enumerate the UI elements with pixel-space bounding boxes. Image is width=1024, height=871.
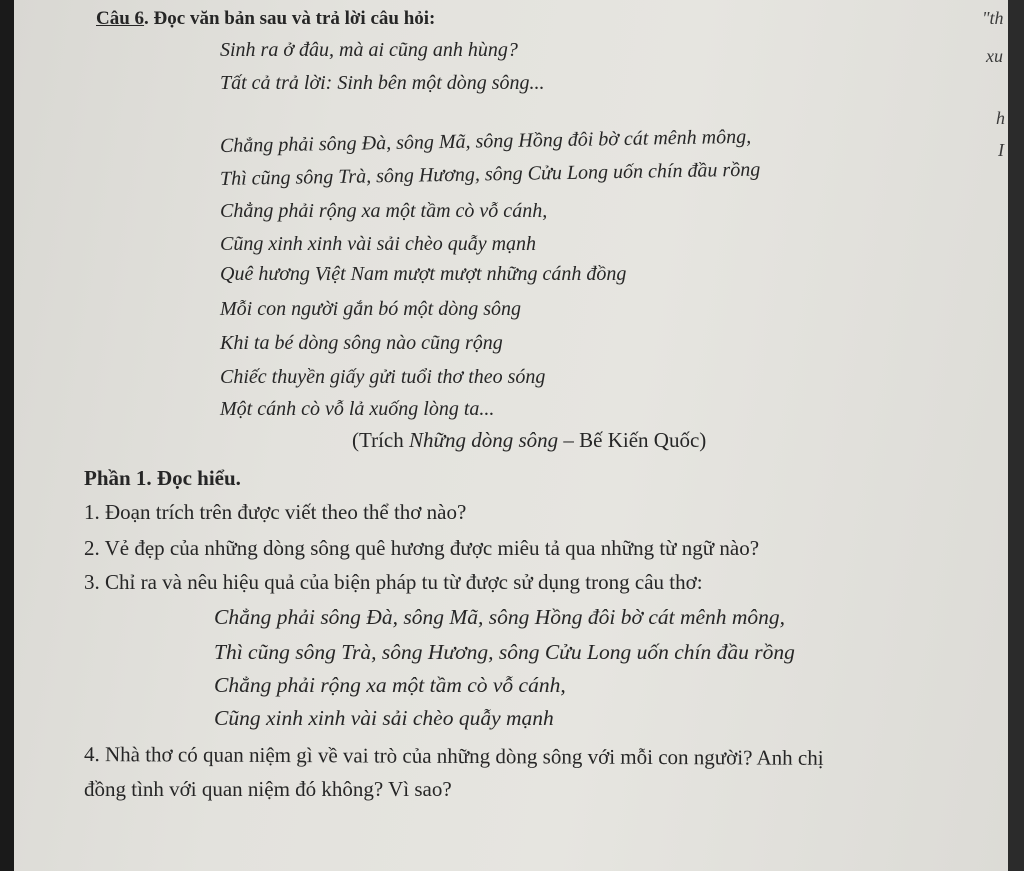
edge-fragment: "th [982, 8, 1004, 28]
edge-fragment: xu [986, 46, 1003, 66]
question-3: 3. Chỉ ra và nêu hiệu quả của biện pháp tu từ được sử dụng trong câu thơ: [84, 570, 703, 594]
poem-intro-line-2: Tất cả trả lời: Sinh bên một dòng sông... [220, 72, 545, 94]
poem-citation [352, 428, 706, 453]
poem-line: Chẳng phải rộng xa một tầm cò vỗ cánh, [220, 200, 548, 222]
poem-line: Chiếc thuyền giấy gửi tuổi thơ theo sóng [220, 366, 546, 388]
poem-line: Quê hương Việt Nam mượt mượt những cánh đồng [220, 263, 627, 285]
quoted-poem-line: Chẳng phải rộng xa một tầm cò vỗ cánh, [214, 673, 566, 697]
page-edge-shadow [1008, 0, 1024, 871]
question-4-line-1: 4. Nhà thơ có quan niệm gì về vai trò của những dòng sông với mỗi con người? Anh chị [83, 742, 824, 770]
question-2: 2. Vẻ đẹp của những dòng sông quê hương được miêu tả qua những từ ngữ nào? [84, 536, 760, 560]
quoted-poem-line: Thì cũng sông Trà, sông Hương, sông Cửu Long uốn chín đầu rồng [214, 640, 795, 664]
edge-fragment: I [998, 140, 1004, 160]
poem-line: Mỗi con người gắn bó một dòng sông [220, 298, 522, 320]
poem-intro-line-1: Sinh ra ở đâu, mà ai cũng anh hùng? [220, 39, 518, 61]
textbook-page [14, 0, 1010, 871]
poem-line: Khi ta bé dòng sông nào cũng rộng [220, 332, 503, 354]
question-number: Câu 6 [96, 8, 145, 29]
section-heading: Phần 1. Đọc hiểu. [84, 466, 241, 490]
question-1: 1. Đoạn trích trên được viết theo thể thơ nào? [84, 500, 467, 524]
citation-prefix: (Trích [352, 428, 409, 452]
citation-work-title: Những dòng sông [408, 428, 559, 452]
poem-line: Thì cũng sông Trà, sông Hương, sông Cửu Long uốn chín đầu rồng [219, 158, 761, 190]
poem-line: Chẳng phải sông Đà, sông Mã, sông Hồng đôi bờ cát mênh mông, [219, 125, 752, 157]
question-4-line-2: đồng tình với quan niệm đó không? Vì sao? [84, 777, 452, 801]
poem-line: Cũng xinh xinh vài sải chèo quẫy mạnh [220, 233, 537, 255]
citation-author: – Bế Kiến Quốc) [558, 428, 707, 452]
edge-fragment: h [996, 108, 1005, 128]
question-title [96, 8, 435, 30]
question-prompt: . Đọc văn bản sau và trả lời câu hỏi: [144, 8, 436, 29]
poem-line: Một cánh cò vỗ lả xuống lòng ta... [220, 398, 495, 420]
quoted-poem-line: Chẳng phải sông Đà, sông Mã, sông Hồng đôi bờ cát mênh mông, [214, 605, 786, 629]
quoted-poem-line: Cũng xinh xinh vài sải chèo quẫy mạnh [214, 706, 554, 730]
